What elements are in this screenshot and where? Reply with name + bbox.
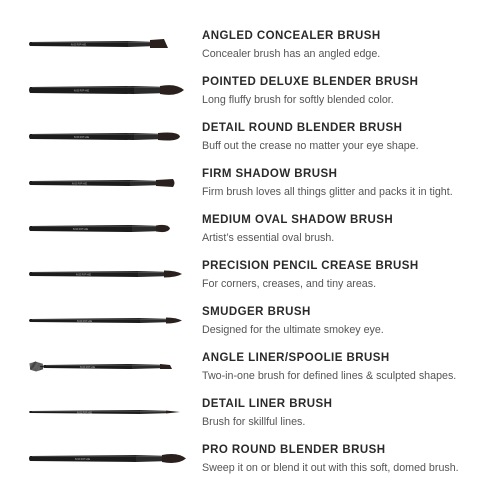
oval-shadow-brush-icon	[24, 213, 194, 241]
product-text	[202, 351, 496, 383]
product-text	[202, 29, 496, 61]
product-description: Concealer brush has an angled edge.	[202, 48, 381, 60]
brand-logo: MORPHE	[74, 134, 90, 139]
product-row	[0, 29, 500, 75]
angled-brush-icon	[24, 29, 194, 57]
brand-logo: MORPHE	[76, 272, 92, 277]
brand-logo: MORPHE	[73, 226, 89, 231]
product-description: For corners, creases, and tiny areas.	[202, 278, 377, 290]
shadow-brush-icon	[24, 167, 194, 195]
product-text	[202, 305, 496, 337]
pro-round-blender-brush-icon	[24, 443, 194, 471]
product-description: Long fluffy brush for softly blended color.	[202, 94, 394, 106]
product-description: Sweep it on or blend it out with this soft, domed brush.	[202, 462, 459, 474]
product-row	[0, 443, 500, 489]
product-name: PRECISION PENCIL CREASE BRUSH	[202, 260, 419, 272]
product-text	[202, 121, 496, 153]
product-name: DETAIL ROUND BLENDER BRUSH	[202, 122, 403, 134]
pointed-blender-brush-icon	[24, 75, 194, 103]
product-name: FIRM SHADOW BRUSH	[202, 168, 338, 180]
product-text	[202, 443, 496, 475]
brand-logo: MORPHE	[80, 364, 96, 369]
brand-logo: MORPHE	[75, 456, 91, 461]
brand-logo: MORPHE	[74, 88, 90, 93]
smudger-brush-icon	[24, 305, 194, 333]
brand-logo: MORPHE	[71, 42, 87, 47]
product-name: POINTED DELUXE BLENDER BRUSH	[202, 76, 419, 88]
product-text	[202, 167, 496, 199]
product-row	[0, 121, 500, 167]
brand-logo: MORPHE	[72, 181, 88, 186]
pencil-brush-icon	[24, 259, 194, 287]
product-name: ANGLED CONCEALER BRUSH	[202, 30, 381, 42]
product-row	[0, 167, 500, 213]
product-row	[0, 305, 500, 351]
product-row	[0, 397, 500, 443]
brand-logo: MORPHE	[77, 318, 93, 323]
product-description: Two-in-one brush for defined lines & sculpted shapes.	[202, 370, 457, 382]
product-row	[0, 351, 500, 397]
product-text	[202, 75, 496, 107]
product-text	[202, 259, 496, 291]
brand-logo: MORPHE	[77, 410, 93, 415]
product-description: Artist’s essential oval brush.	[202, 232, 335, 244]
liner-brush-icon	[24, 397, 194, 425]
product-description: Brush for skillful lines.	[202, 416, 306, 428]
product-description: Firm brush loves all things glitter and packs it in tight.	[202, 186, 453, 198]
product-name: SMUDGER BRUSH	[202, 306, 311, 318]
product-name: ANGLE LINER/SPOOLIE BRUSH	[202, 352, 390, 364]
product-row	[0, 75, 500, 121]
product-name: MEDIUM OVAL SHADOW BRUSH	[202, 214, 394, 226]
product-text	[202, 213, 496, 245]
product-row	[0, 259, 500, 305]
product-description: Buff out the crease no matter your eye shape.	[202, 140, 419, 152]
product-name: PRO ROUND BLENDER BRUSH	[202, 444, 386, 456]
product-description: Designed for the ultimate smokey eye.	[202, 324, 384, 336]
round-blender-brush-icon	[24, 121, 194, 149]
product-text	[202, 397, 496, 429]
spoolie-brush-icon	[24, 351, 194, 379]
product-name: DETAIL LINER BRUSH	[202, 398, 333, 410]
product-row	[0, 213, 500, 259]
